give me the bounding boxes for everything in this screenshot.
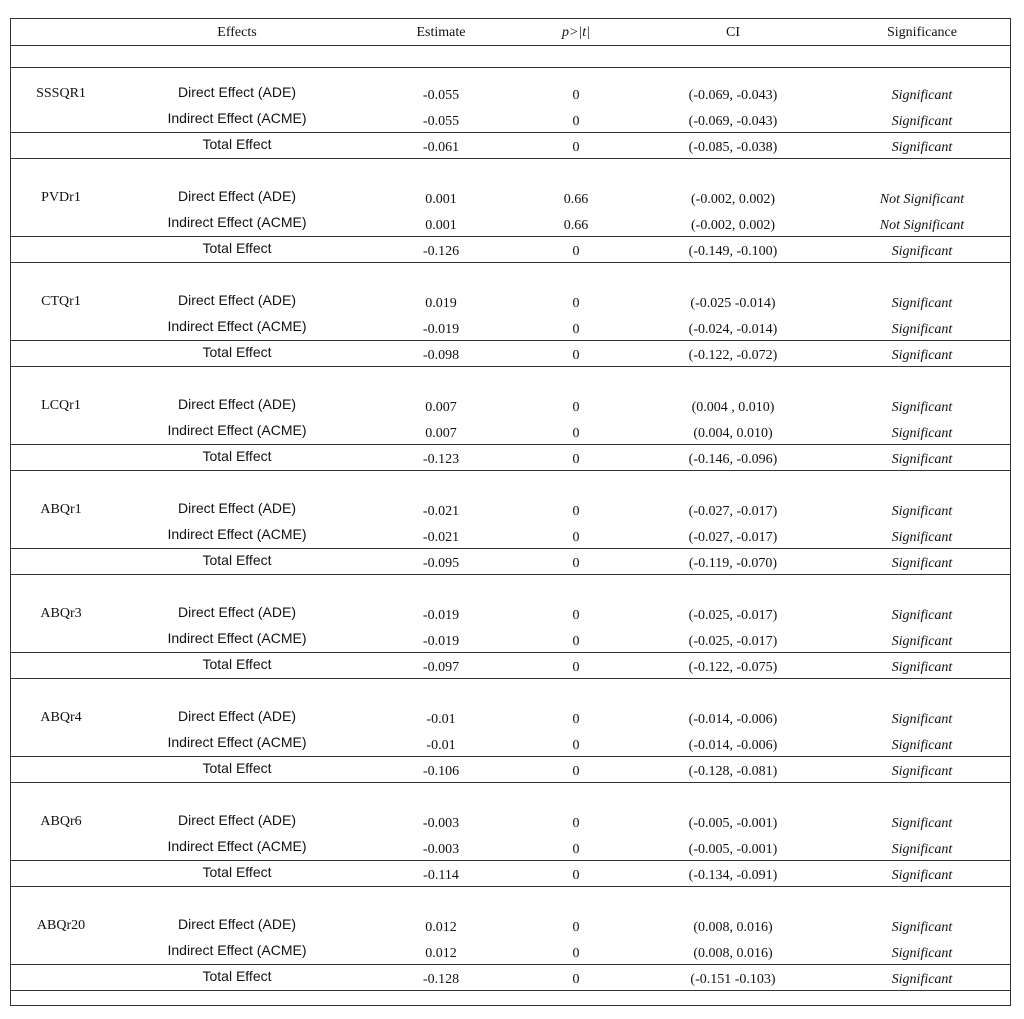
significance-value: Significant xyxy=(891,296,953,311)
effect-label: Total Effect xyxy=(202,552,272,568)
ci-value: (-0.025, -0.017) xyxy=(688,634,778,649)
ci-value: (-0.134, -0.091) xyxy=(688,868,778,883)
header-p-value: p>|t| xyxy=(561,25,591,40)
effect-label: Direct Effect (ADE) xyxy=(178,916,296,932)
ci-value: (-0.014, -0.006) xyxy=(688,712,778,727)
estimate-value: 0.007 xyxy=(425,426,457,441)
header-rule xyxy=(11,67,1010,68)
p-value: 0.66 xyxy=(563,192,589,207)
total-effect-rule xyxy=(11,444,1010,445)
estimate-value: -0.106 xyxy=(422,764,460,779)
results-table xyxy=(10,18,1011,1006)
p-value: 0 xyxy=(572,296,580,311)
variable-label: CTQr1 xyxy=(41,294,81,309)
p-value: 0 xyxy=(572,634,580,649)
effect-label: Indirect Effect (ACME) xyxy=(167,318,307,334)
ci-value: (-0.122, -0.075) xyxy=(688,660,778,675)
total-effect-rule xyxy=(11,132,1010,133)
estimate-value: -0.123 xyxy=(422,452,460,467)
estimate-value: -0.01 xyxy=(426,712,456,727)
p-value: 0 xyxy=(572,452,580,467)
group-bottom-rule xyxy=(11,574,1010,575)
effect-label: Indirect Effect (ACME) xyxy=(167,734,307,750)
p-value: 0 xyxy=(572,608,580,623)
significance-value: Significant xyxy=(891,504,953,519)
estimate-value: -0.128 xyxy=(422,972,460,987)
significance-value: Significant xyxy=(891,920,953,935)
ci-value: (-0.122, -0.072) xyxy=(688,348,778,363)
total-effect-rule xyxy=(11,340,1010,341)
group-bottom-rule xyxy=(11,158,1010,159)
effect-label: Total Effect xyxy=(202,968,272,984)
significance-value: Significant xyxy=(891,972,953,987)
estimate-value: -0.021 xyxy=(422,530,460,545)
estimate-value: -0.114 xyxy=(423,868,459,883)
effect-label: Total Effect xyxy=(202,240,272,256)
estimate-value: -0.01 xyxy=(426,738,456,753)
significance-value: Significant xyxy=(891,712,953,727)
estimate-value: -0.055 xyxy=(422,114,460,129)
p-value: 0 xyxy=(572,504,580,519)
effect-label: Total Effect xyxy=(202,864,272,880)
total-effect-rule xyxy=(11,652,1010,653)
effect-label: Direct Effect (ADE) xyxy=(178,188,296,204)
group-bottom-rule xyxy=(11,678,1010,679)
estimate-value: 0.001 xyxy=(425,192,457,207)
ci-value: (-0.151 -0.103) xyxy=(690,972,776,987)
effect-label: Indirect Effect (ACME) xyxy=(167,838,307,854)
significance-value: Significant xyxy=(891,738,953,753)
group-bottom-rule xyxy=(11,990,1010,991)
group-bottom-rule xyxy=(11,262,1010,263)
ci-value: (-0.005, -0.001) xyxy=(688,842,778,857)
significance-value: Significant xyxy=(891,452,953,467)
variable-label: ABQr4 xyxy=(40,710,82,725)
significance-value: Not Significant xyxy=(879,192,965,207)
estimate-value: -0.019 xyxy=(422,322,460,337)
ci-value: (-0.069, -0.043) xyxy=(688,88,778,103)
significance-value: Significant xyxy=(891,88,953,103)
estimate-value: 0.012 xyxy=(425,946,457,961)
header-effects: Effects xyxy=(217,25,257,40)
ci-value: (-0.146, -0.096) xyxy=(688,452,778,467)
p-value: 0.66 xyxy=(563,218,589,233)
estimate-value: -0.097 xyxy=(422,660,460,675)
p-value: 0 xyxy=(572,868,580,883)
p-value: 0 xyxy=(572,426,580,441)
group-bottom-rule xyxy=(11,782,1010,783)
p-value: 0 xyxy=(572,400,580,415)
variable-label: ABQr20 xyxy=(36,918,86,933)
p-value: 0 xyxy=(572,88,580,103)
p-value: 0 xyxy=(572,114,580,129)
p-value: 0 xyxy=(572,920,580,935)
estimate-value: -0.126 xyxy=(422,244,460,259)
header-estimate: Estimate xyxy=(416,25,466,40)
estimate-value: -0.095 xyxy=(422,556,460,571)
effect-label: Indirect Effect (ACME) xyxy=(167,630,307,646)
variable-label: ABQr6 xyxy=(40,814,82,829)
table-header xyxy=(11,19,1010,46)
effect-label: Direct Effect (ADE) xyxy=(178,500,296,516)
p-value: 0 xyxy=(572,712,580,727)
total-effect-rule xyxy=(11,548,1010,549)
estimate-value: -0.019 xyxy=(422,608,460,623)
effect-label: Total Effect xyxy=(202,344,272,360)
ci-value: (-0.005, -0.001) xyxy=(688,816,778,831)
effect-label: Indirect Effect (ACME) xyxy=(167,214,307,230)
significance-value: Significant xyxy=(891,530,953,545)
p-value: 0 xyxy=(572,660,580,675)
p-value: 0 xyxy=(572,738,580,753)
effect-label: Indirect Effect (ACME) xyxy=(167,942,307,958)
ci-value: (-0.014, -0.006) xyxy=(688,738,778,753)
p-value: 0 xyxy=(572,244,580,259)
ci-value: (-0.119, -0.070) xyxy=(688,556,778,571)
estimate-value: -0.003 xyxy=(422,842,460,857)
p-value: 0 xyxy=(572,556,580,571)
effect-label: Direct Effect (ADE) xyxy=(178,604,296,620)
significance-value: Significant xyxy=(891,244,953,259)
effect-label: Total Effect xyxy=(202,448,272,464)
ci-value: (-0.149, -0.100) xyxy=(688,244,778,259)
effect-label: Direct Effect (ADE) xyxy=(178,708,296,724)
significance-value: Significant xyxy=(891,400,953,415)
ci-value: (0.004, 0.010) xyxy=(693,426,773,441)
total-effect-rule xyxy=(11,964,1010,965)
variable-label: LCQr1 xyxy=(41,398,81,413)
significance-value: Significant xyxy=(891,114,953,129)
p-value: 0 xyxy=(572,530,580,545)
estimate-value: -0.061 xyxy=(422,140,460,155)
effect-label: Total Effect xyxy=(202,656,272,672)
effect-label: Direct Effect (ADE) xyxy=(178,396,296,412)
group-bottom-rule xyxy=(11,886,1010,887)
significance-value: Significant xyxy=(891,868,953,883)
p-value: 0 xyxy=(572,322,580,337)
total-effect-rule xyxy=(11,236,1010,237)
significance-value: Significant xyxy=(891,140,953,155)
significance-value: Significant xyxy=(891,842,953,857)
variable-label: ABQr1 xyxy=(40,502,82,517)
total-effect-rule xyxy=(11,860,1010,861)
significance-value: Significant xyxy=(891,634,953,649)
significance-value: Significant xyxy=(891,764,953,779)
estimate-value: 0.012 xyxy=(425,920,457,935)
ci-value: (-0.069, -0.043) xyxy=(688,114,778,129)
header-significance: Significance xyxy=(887,25,957,40)
estimate-value: -0.003 xyxy=(422,816,460,831)
group-bottom-rule xyxy=(11,470,1010,471)
variable-label: PVDr1 xyxy=(41,190,81,205)
ci-value: (0.004 , 0.010) xyxy=(691,400,775,415)
effect-label: Indirect Effect (ACME) xyxy=(167,422,307,438)
total-effect-rule xyxy=(11,756,1010,757)
p-value: 0 xyxy=(572,348,580,363)
p-value: 0 xyxy=(572,816,580,831)
p-value: 0 xyxy=(572,764,580,779)
significance-value: Significant xyxy=(891,946,953,961)
variable-label: ABQr3 xyxy=(40,606,82,621)
ci-value: (-0.027, -0.017) xyxy=(688,504,778,519)
p-value: 0 xyxy=(572,972,580,987)
estimate-value: -0.055 xyxy=(422,88,460,103)
effect-label: Total Effect xyxy=(202,136,272,152)
significance-value: Not Significant xyxy=(879,218,965,233)
significance-value: Significant xyxy=(891,348,953,363)
significance-value: Significant xyxy=(891,816,953,831)
ci-value: (0.008, 0.016) xyxy=(693,946,773,961)
effect-label: Direct Effect (ADE) xyxy=(178,292,296,308)
ci-value: (-0.002, 0.002) xyxy=(691,218,775,233)
p-value: 0 xyxy=(572,140,580,155)
significance-value: Significant xyxy=(891,322,953,337)
p-value: 0 xyxy=(572,946,580,961)
estimate-value: -0.019 xyxy=(422,634,460,649)
variable-label: SSSQR1 xyxy=(36,86,86,101)
effect-label: Total Effect xyxy=(202,760,272,776)
effect-label: Direct Effect (ADE) xyxy=(178,812,296,828)
significance-value: Significant xyxy=(891,660,953,675)
estimate-value: -0.098 xyxy=(422,348,460,363)
effect-label: Indirect Effect (ACME) xyxy=(167,110,307,126)
ci-value: (-0.025, -0.017) xyxy=(688,608,778,623)
p-value: 0 xyxy=(572,842,580,857)
group-bottom-rule xyxy=(11,366,1010,367)
header-ci: CI xyxy=(726,25,740,40)
ci-value: (-0.027, -0.017) xyxy=(688,530,778,545)
significance-value: Significant xyxy=(891,608,953,623)
estimate-value: -0.021 xyxy=(422,504,460,519)
estimate-value: 0.007 xyxy=(425,400,457,415)
ci-value: (-0.128, -0.081) xyxy=(688,764,778,779)
significance-value: Significant xyxy=(891,556,953,571)
ci-value: (-0.025 -0.014) xyxy=(690,296,776,311)
estimate-value: 0.001 xyxy=(425,218,457,233)
ci-value: (-0.085, -0.038) xyxy=(688,140,778,155)
effect-label: Indirect Effect (ACME) xyxy=(167,526,307,542)
effect-label: Direct Effect (ADE) xyxy=(178,84,296,100)
ci-value: (-0.002, 0.002) xyxy=(691,192,775,207)
ci-value: (-0.024, -0.014) xyxy=(688,322,778,337)
ci-value: (0.008, 0.016) xyxy=(693,920,773,935)
estimate-value: 0.019 xyxy=(425,296,457,311)
significance-value: Significant xyxy=(891,426,953,441)
